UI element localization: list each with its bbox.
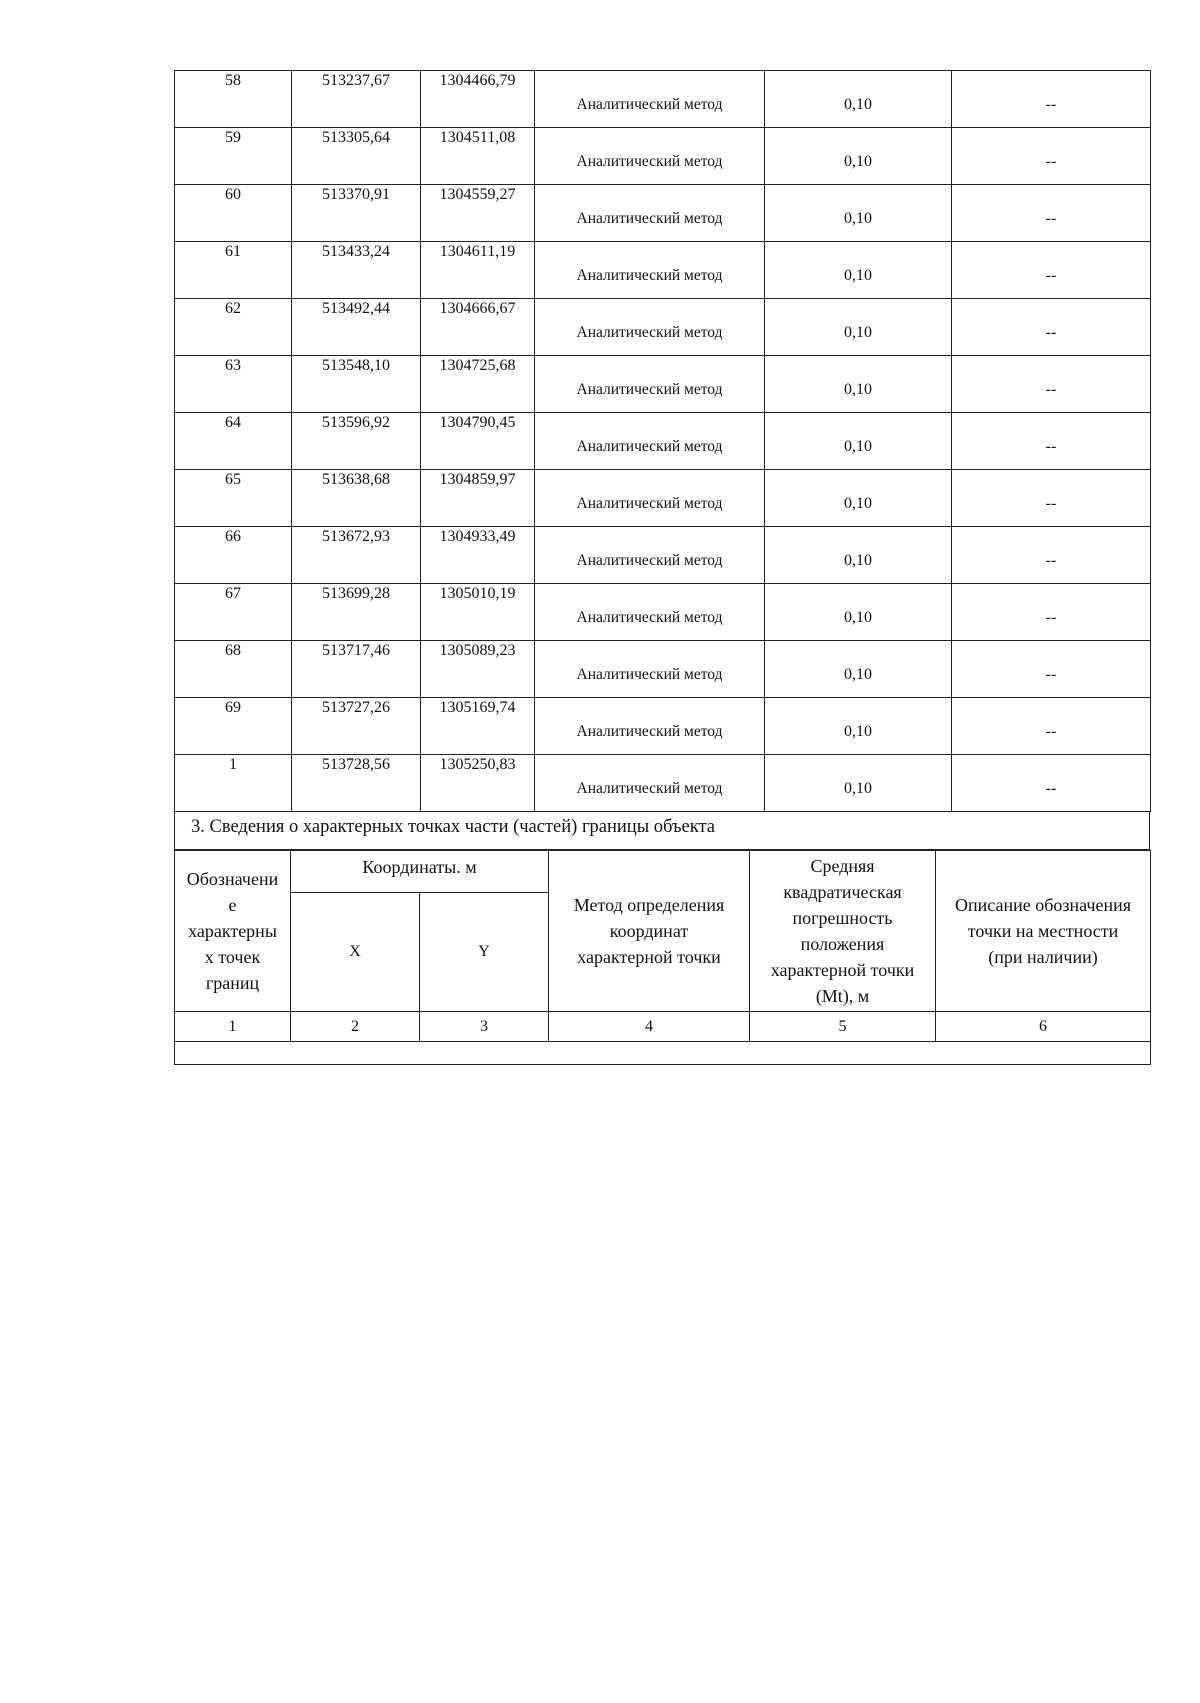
x-coordinate: 513305,64: [292, 128, 421, 185]
accuracy-header: Средняя квадратическая погрешность положения характерной точки (Mt), м: [750, 851, 936, 1012]
accuracy-cell: 0,10: [765, 641, 952, 698]
table-row: [175, 641, 1151, 698]
x-coordinate: 513548,10: [292, 356, 421, 413]
method-header: Метод определения координат характерной точки: [549, 851, 750, 1012]
description-cell: --: [952, 356, 1151, 413]
accuracy-cell: 0,10: [765, 413, 952, 470]
y-coordinate: 1305250,83: [421, 755, 535, 812]
method-cell: Аналитический метод: [535, 527, 765, 584]
column-number: 5: [750, 1012, 936, 1042]
x-coordinate: 513699,28: [292, 584, 421, 641]
part-boundary-points-table: [174, 850, 1151, 1065]
y-header: Y: [420, 893, 549, 1012]
x-coordinate: 513492,44: [292, 299, 421, 356]
y-coordinate: 1304859,97: [421, 470, 535, 527]
description-header: Описание обозначения точки на местности (при наличии): [936, 851, 1151, 1012]
accuracy-cell: 0,10: [765, 185, 952, 242]
table-row: [175, 470, 1151, 527]
empty-cell: [175, 1042, 1151, 1065]
method-cell: Аналитический метод: [535, 128, 765, 185]
y-coordinate: 1304933,49: [421, 527, 535, 584]
description-cell: --: [952, 584, 1151, 641]
header-row: [175, 851, 1151, 893]
table-row: [175, 299, 1151, 356]
description-cell: --: [952, 641, 1151, 698]
y-coordinate: 1305169,74: [421, 698, 535, 755]
empty-row: [175, 1042, 1151, 1065]
method-cell: Аналитический метод: [535, 71, 765, 128]
accuracy-cell: 0,10: [765, 242, 952, 299]
description-cell: --: [952, 755, 1151, 812]
point-number: 65: [175, 470, 292, 527]
table-row: [175, 698, 1151, 755]
method-cell: Аналитический метод: [535, 413, 765, 470]
x-coordinate: 513728,56: [292, 755, 421, 812]
table-row: [175, 584, 1151, 641]
table-row: [175, 755, 1151, 812]
method-cell: Аналитический метод: [535, 641, 765, 698]
y-coordinate: 1304725,68: [421, 356, 535, 413]
accuracy-cell: 0,10: [765, 755, 952, 812]
description-cell: --: [952, 413, 1151, 470]
accuracy-cell: 0,10: [765, 698, 952, 755]
column-number: 3: [420, 1012, 549, 1042]
y-coordinate: 1304611,19: [421, 242, 535, 299]
method-cell: Аналитический метод: [535, 299, 765, 356]
y-coordinate: 1304666,67: [421, 299, 535, 356]
description-cell: --: [952, 71, 1151, 128]
point-number: 62: [175, 299, 292, 356]
accuracy-cell: 0,10: [765, 584, 952, 641]
method-cell: Аналитический метод: [535, 356, 765, 413]
y-coordinate: 1304559,27: [421, 185, 535, 242]
accuracy-cell: 0,10: [765, 356, 952, 413]
table-row: [175, 185, 1151, 242]
column-number: 1: [175, 1012, 291, 1042]
x-coordinate: 513596,92: [292, 413, 421, 470]
column-number: 2: [291, 1012, 420, 1042]
x-coordinate: 513370,91: [292, 185, 421, 242]
boundary-points-body: [175, 71, 1151, 812]
accuracy-cell: 0,10: [765, 71, 952, 128]
description-cell: --: [952, 299, 1151, 356]
y-coordinate: 1304466,79: [421, 71, 535, 128]
column-number: 4: [549, 1012, 750, 1042]
x-coordinate: 513727,26: [292, 698, 421, 755]
point-number: 60: [175, 185, 292, 242]
method-cell: Аналитический метод: [535, 242, 765, 299]
x-coordinate: 513433,24: [292, 242, 421, 299]
boundary-points-table: [174, 70, 1151, 812]
table-row: [175, 356, 1151, 413]
point-number: 68: [175, 641, 292, 698]
table-row: [175, 128, 1151, 185]
table-row: [175, 527, 1151, 584]
description-cell: --: [952, 128, 1151, 185]
point-number: 59: [175, 128, 292, 185]
point-number: 66: [175, 527, 292, 584]
description-cell: --: [952, 527, 1151, 584]
x-header: X: [291, 893, 420, 1012]
point-number: 58: [175, 71, 292, 128]
point-number: 69: [175, 698, 292, 755]
document-page: [174, 70, 1150, 1065]
x-coordinate: 513717,46: [292, 641, 421, 698]
x-coordinate: 513638,68: [292, 470, 421, 527]
method-cell: Аналитический метод: [535, 755, 765, 812]
table-row: [175, 242, 1151, 299]
section-3-title: 3. Сведения о характерных точках части (частей) границы объекта: [174, 812, 1150, 850]
accuracy-cell: 0,10: [765, 128, 952, 185]
column-number-row: [175, 1012, 1151, 1042]
column-number: 6: [936, 1012, 1151, 1042]
accuracy-cell: 0,10: [765, 299, 952, 356]
accuracy-cell: 0,10: [765, 470, 952, 527]
description-cell: --: [952, 698, 1151, 755]
point-number: 1: [175, 755, 292, 812]
point-number: 61: [175, 242, 292, 299]
coordinates-header: Координаты. м: [291, 851, 549, 893]
y-coordinate: 1305010,19: [421, 584, 535, 641]
x-coordinate: 513237,67: [292, 71, 421, 128]
point-number: 67: [175, 584, 292, 641]
method-cell: Аналитический метод: [535, 698, 765, 755]
x-coordinate: 513672,93: [292, 527, 421, 584]
method-cell: Аналитический метод: [535, 584, 765, 641]
point-number: 64: [175, 413, 292, 470]
table-row: [175, 71, 1151, 128]
y-coordinate: 1304511,08: [421, 128, 535, 185]
y-coordinate: 1304790,45: [421, 413, 535, 470]
description-cell: --: [952, 242, 1151, 299]
table-row: [175, 413, 1151, 470]
description-cell: --: [952, 185, 1151, 242]
method-cell: Аналитический метод: [535, 470, 765, 527]
accuracy-cell: 0,10: [765, 527, 952, 584]
designation-header: Обозначени е характерны х точек границ: [175, 851, 291, 1012]
method-cell: Аналитический метод: [535, 185, 765, 242]
y-coordinate: 1305089,23: [421, 641, 535, 698]
point-number: 63: [175, 356, 292, 413]
description-cell: --: [952, 470, 1151, 527]
